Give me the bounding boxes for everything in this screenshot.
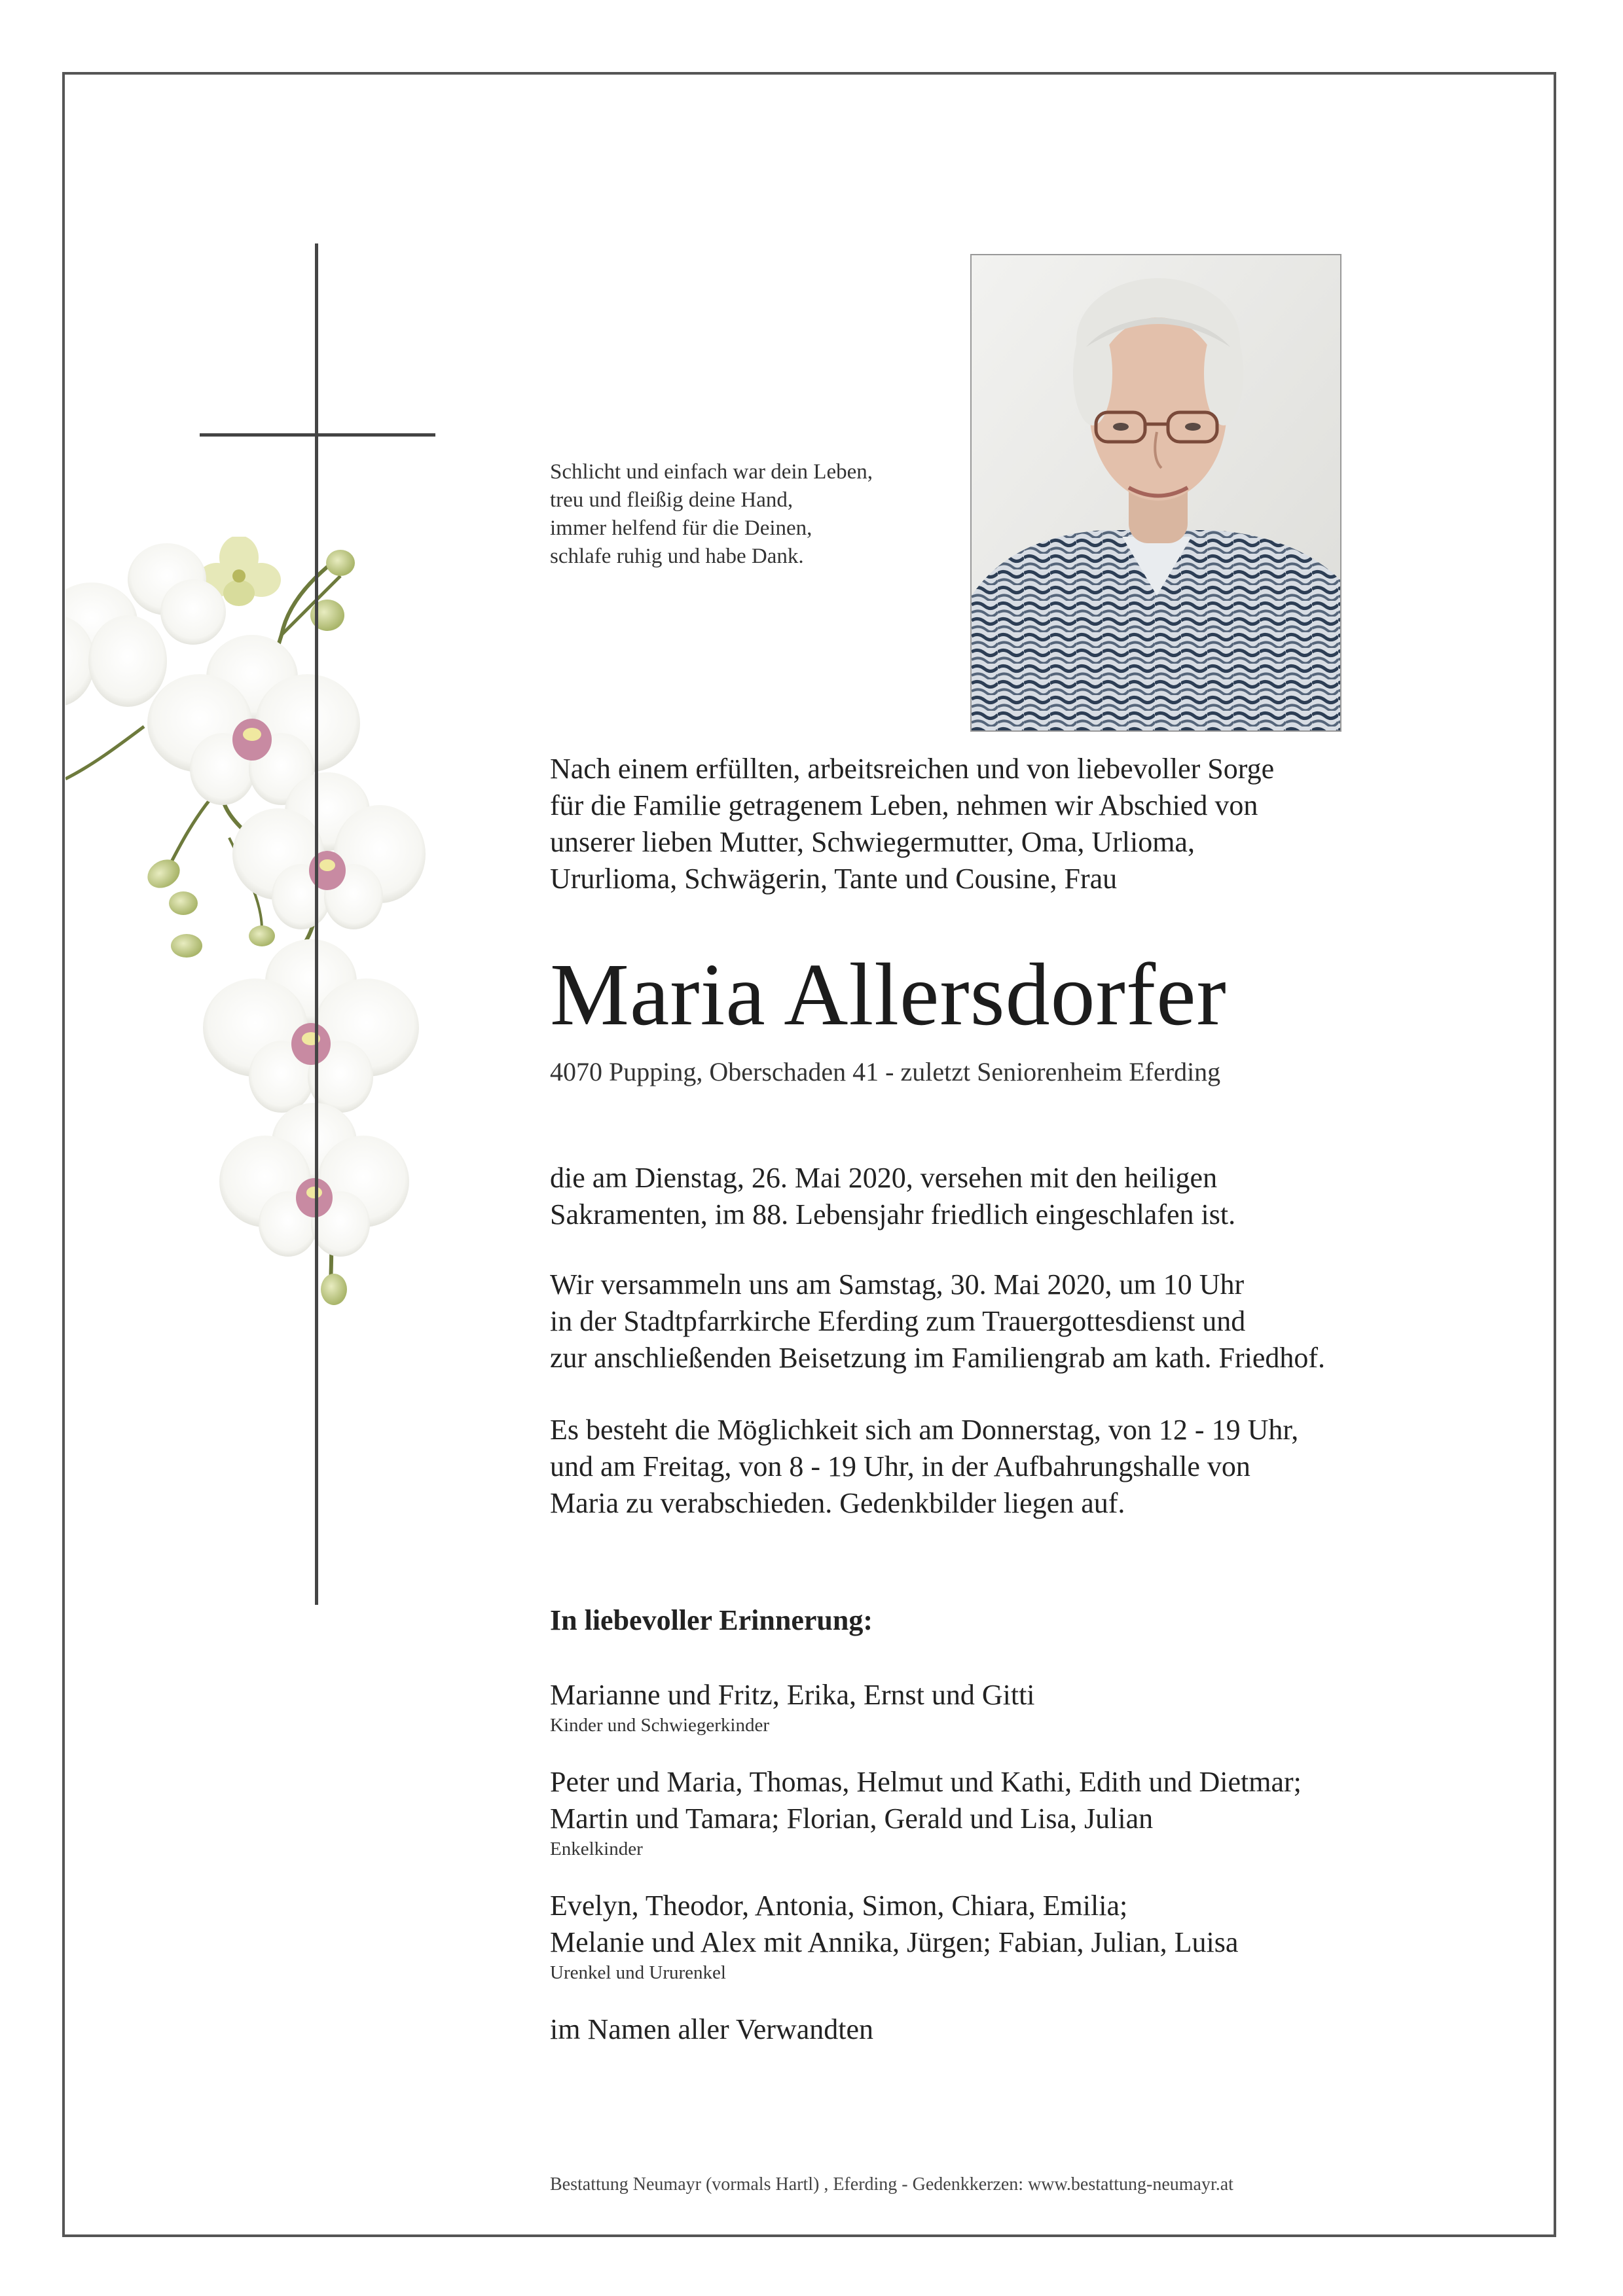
deceased-name: Maria Allersdorfer — [550, 946, 1227, 1044]
death-notice-text — [550, 1160, 1235, 1233]
mourner-names: Marianne und Fritz, Erika, Ernst und Gitti — [550, 1679, 1035, 1711]
cross-horizontal-bar — [200, 433, 435, 437]
viewing-line: Es besteht die Möglichkeit sich am Donnerstag, von 12 - 19 Uhr, — [550, 1414, 1299, 1446]
funeral-line: Wir versammeln uns am Samstag, 30. Mai 2020, um 10 Uhr — [550, 1268, 1245, 1300]
closing-line: im Namen aller Verwandten — [550, 2013, 874, 2045]
poem — [550, 458, 873, 571]
poem-line: treu und fleißig deine Hand, — [550, 488, 793, 512]
intro-line: Nach einem erfüllten, arbeitsreichen und von liebevoller Sorge — [550, 753, 1275, 785]
mourner-names: Peter und Maria, Thomas, Helmut und Kathi, Edith und Dietmar; — [550, 1766, 1302, 1798]
poem-line: schlafe ruhig und habe Dank. — [550, 545, 804, 568]
poem-line: Schlicht und einfach war dein Leben, — [550, 460, 873, 484]
mourner-group-great-grandchildren — [550, 1888, 1238, 1984]
intro-line: Ururlioma, Schwägerin, Tante und Cousine, Frau — [550, 863, 1118, 895]
memory-heading: In liebevoller Erinnerung: — [550, 1604, 873, 1636]
funeral-line: zur anschließenden Beisetzung im Familiengrab am kath. Friedhof. — [550, 1342, 1326, 1374]
orchid-flowers-image — [65, 537, 445, 1316]
portrait-photo — [970, 254, 1341, 732]
funeral-home-footer: Bestattung Neumayr (vormals Hartl) , Eferding - Gedenkkerzen: www.bestattung-neumayr.at — [550, 2174, 1233, 2195]
mourner-relation: Urenkel und Ururenkel — [550, 1962, 726, 1983]
death-notice-line: die am Dienstag, 26. Mai 2020, versehen mit den heiligen — [550, 1162, 1218, 1194]
mourner-group-grandchildren — [550, 1764, 1302, 1861]
death-notice-line: Sakramenten, im 88. Lebensjahr friedlich eingeschlafen ist. — [550, 1198, 1236, 1230]
mourner-group-children — [550, 1677, 1035, 1737]
mourner-names: Melanie und Alex mit Annika, Jürgen; Fabian, Julian, Luisa — [550, 1926, 1239, 1958]
funeral-text — [550, 1266, 1325, 1376]
deceased-address: 4070 Pupping, Oberschaden 41 - zuletzt Seniorenheim Eferding — [550, 1057, 1221, 1086]
mourner-names: Martin und Tamara; Florian, Gerald und Lisa, Julian — [550, 1803, 1154, 1835]
intro-line: für die Familie getragenem Leben, nehmen wir Abschied von — [550, 789, 1258, 821]
viewing-text — [550, 1412, 1298, 1522]
viewing-line: und am Freitag, von 8 - 19 Uhr, in der Aufbahrungshalle von — [550, 1450, 1250, 1482]
portrait-image — [972, 255, 1341, 732]
viewing-line: Maria zu verabschieden. Gedenkbilder liegen auf. — [550, 1487, 1125, 1519]
intro-line: unserer lieben Mutter, Schwiegermutter, Oma, Urlioma, — [550, 826, 1195, 858]
cross-vertical-bar — [315, 243, 318, 1605]
poem-line: immer helfend für die Deinen, — [550, 516, 812, 540]
mourner-relation: Enkelkinder — [550, 1839, 643, 1859]
funeral-line: in der Stadtpfarrkirche Eferding zum Trauergottesdienst und — [550, 1305, 1246, 1337]
mourner-relation: Kinder und Schwiegerkinder — [550, 1715, 770, 1736]
intro-text — [550, 751, 1274, 897]
mourner-names: Evelyn, Theodor, Antonia, Simon, Chiara, Emilia; — [550, 1890, 1128, 1922]
